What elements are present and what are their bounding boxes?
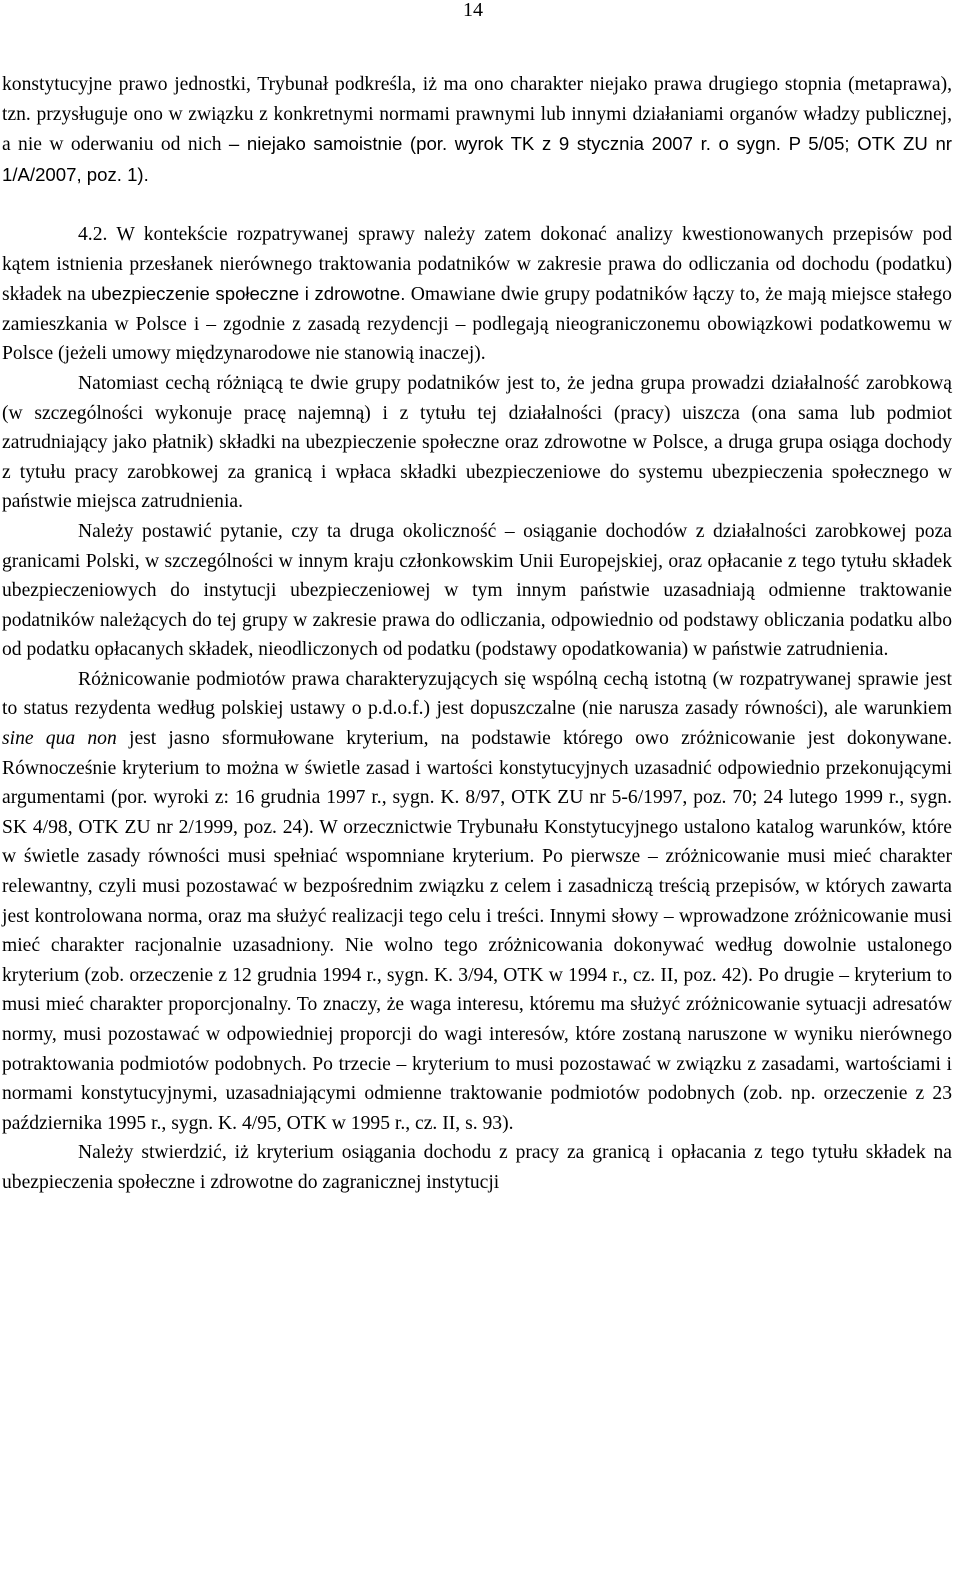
paragraph-text: Omawiane dwie grupy podatników łączy to, że mają miejsce stałego zamieszkania w Polsce i – zgodnie z zasadą rezydencji – podlegają nieograniczonemu obowiązkowi podatkowemu w Polsce (jeżeli umowy międzynarodowe nie stanowią inaczej).: [2, 284, 952, 365]
paragraph-text: konstytucyjne prawo jednostki, Trybunał podkreśla, iż ma ono charakter niejako prawa drugiego stopnia (metaprawa), tzn. przysługuje ono w związku z konkretnymi normami prawnymi lub innymi działaniami organów władzy publicznej, a nie w oderwaniu od nich: [2, 74, 952, 156]
page-number: 14: [463, 0, 483, 21]
paragraph-equality-criteria: [2, 665, 952, 1139]
paragraph-text-sans: ubezpieczenie społeczne i zdrowotne.: [90, 283, 406, 305]
paragraph-question: Należy postawić pytanie, czy ta druga okoliczność – osiąganie dochodów z działalności zarobkowej poza granicami Polski, w szczególności w innym kraju członkowskim Unii Europejskiej, oraz opłacanie z tego tytułu składek ubezpieczeniowych do instytucji ubezpieczeniowej w tym innym państwie uzasadniają odmienne traktowanie podatników należących do tej grupy w zakresie prawa do odliczania, odpowiednio od podstawy obliczania podatku albo od podatku opłacanych składek, nieodliczonych od podatku (podstawy opodatkowania) w państwie zatrudnienia.: [2, 520, 952, 661]
paragraph-conclusion: Należy stwierdzić, iż kryterium osiągania dochodu z pracy za granicą i opłacania z tego tytułu składek na ubezpieczenia społeczne i zdrowotne do zagranicznej instytucji: [2, 1142, 952, 1193]
paragraph-text: jest jasno sformułowane kryterium, na podstawie którego owo zróżnicowanie jest dokonywane. Równocześnie kryterium to można w świetle zasad i wartości konstytucyjnych uzasadnić odpowiednio przekonującymi argumentami (por. wyroki z: 16 grudnia 1997 r., sygn. K. 8/97, OTK ZU nr 5-6/1997, poz. 70; 24 lutego 1999 r., sygn. SK 4/98, OTK ZU nr 2/1999, poz. 24). W orzecznictwie Trybunału Konstytucyjnego ustalono katalog warunków, które w świetle zasady równości musi spełniać wspomniane kryterium. Po pierwsze – zróżnicowanie musi mieć charakter relewantny, czyli musi pozostawać w bezpośrednim związku z celem i zasadniczą treścią przepisów, w których zawarta jest kontrolowana norma, oraz ma służyć realizacji tego celu i treści. Innymi słowy – wprowadzone zróżnicowanie musi mieć charakter racjonalnie uzasadniony. Nie wolno tego zróżnicowania dokonywać według dowolnie ustalonego kryterium (zob. orzeczenie z 12 grudnia 1994 r., sygn. K. 3/94, OTK w 1994 r., cz. II, poz. 42). Po drugie – kryterium to musi mieć charakter proporcjonalny. To znaczy, że waga interesu, któremu ma służyć zróżnicowanie sytuacji adresatów normy, musi pozostawać w odpowiedniej proporcji do wagi interesów, które zostaną naruszone w wyniku nierównego potraktowania podmiotów podobnych. Po trzecie – kryterium to musi pozostawać w związku z zasadami, wartościami i normami konstytucyjnymi, uzasadniającymi odmienne traktowanie podmiotów podobnych (zob. np. orzeczenie z 23 października 1995 r., sygn. K. 4/95, OTK w 1995 r., cz. II, s. 93).: [2, 728, 952, 1134]
paragraph-text: Różnicowanie podmiotów prawa charakteryzujących się wspólną cechą istotną (w rozpatrywanej sprawie jest to status rezydenta według polskiej ustawy o p.d.o.f.) jest dopuszczalne (nie narusza zasady równości), ale warunkiem: [2, 668, 952, 720]
document-body: [2, 70, 952, 1198]
paragraph-difference: Natomiast cechą różniącą te dwie grupy podatników jest to, że jedna grupa prowadzi działalność zarobkową (w szczególności wykonuje pracę najemną) i z tytułu tej działalności (pracy) uiszcza (ona sama lub podmiot zatrudniający jako płatnik) składki na ubezpieczenie społeczne oraz zdrowotne w Polsce, a druga grupa osiąga dochody z tytułu pracy zarobkowej za granicą i wpłaca składki ubezpieczeniowe do systemu ubezpieczenia społecznego w państwie miejsca zatrudnienia.: [2, 372, 952, 513]
paragraph-section-4-2: [2, 220, 952, 369]
paragraph-text: 4.2. W kontekście rozpatrywanej sprawy należy zatem dokonać analizy kwestionowanych przepisów pod kątem istnienia przesłanek nierównego traktowania podatników w zakresie prawa do odliczania od dochodu (podatku) składek na: [2, 223, 952, 306]
paragraph-continuation: [2, 70, 952, 190]
paragraph-text-sans: – niejako samoistnie (por. wyrok TK z 9 stycznia 2007 r. o sygn. P 5/05; OTK ZU nr 1/A/2007, poz. 1).: [2, 133, 952, 185]
latin-phrase: sine qua non: [2, 728, 117, 750]
